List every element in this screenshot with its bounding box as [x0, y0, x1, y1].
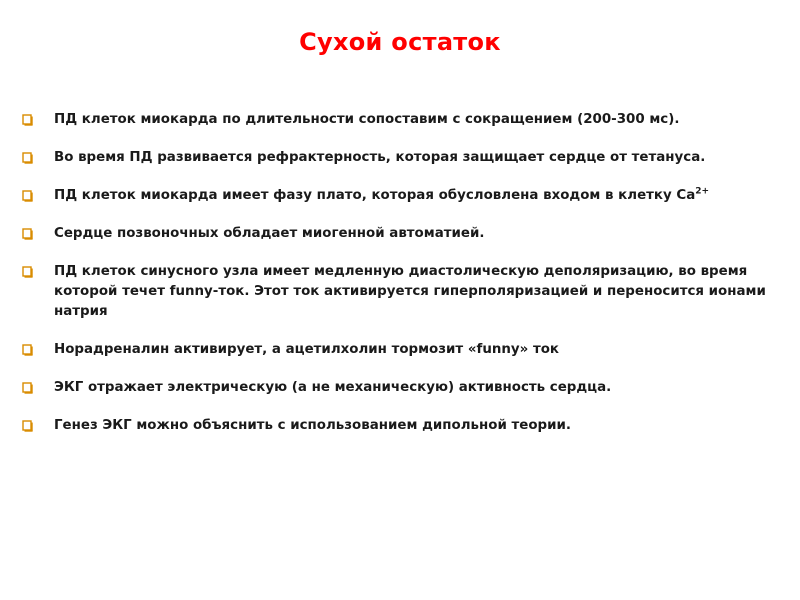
bullet-item — [22, 148, 782, 168]
bullet-text: Сердце позвоночных обладает миогенной автоматией. — [54, 226, 485, 241]
bullet-text: Норадреналин активирует, а ацетилхолин тормозит «funny» ток — [54, 342, 560, 357]
slide-title: Сухой остаток — [299, 28, 501, 56]
superscript-charge: 2+ — [695, 186, 710, 197]
bullet-item — [22, 110, 782, 130]
hollow-square-bullet-icon — [22, 113, 34, 127]
bullet-item — [22, 262, 782, 322]
bullet-item — [22, 224, 782, 244]
bullet-text: ПД клеток миокарда по длительности сопоставим с сокращением (200-300 мс). — [54, 112, 680, 127]
bullet-text: Генез ЭКГ можно объяснить с использованием дипольной теории. — [54, 418, 571, 433]
hollow-square-bullet-icon — [22, 343, 34, 357]
bullet-text: ПД клеток миокарда имеет фазу плато, которая обусловлена входом в клетку Са — [54, 188, 696, 203]
hollow-square-bullet-icon — [22, 381, 34, 395]
bullet-list — [22, 110, 782, 454]
bullet-text: ЭКГ отражает электрическую (а не механическую) активность сердца. — [54, 380, 612, 395]
hollow-square-bullet-icon — [22, 151, 34, 165]
hollow-square-bullet-icon — [22, 419, 34, 433]
bullet-item — [22, 186, 782, 206]
bullet-text: Во время ПД развивается рефрактерность, которая защищает сердце от тетануса. — [54, 150, 706, 165]
bullet-item — [22, 378, 782, 398]
hollow-square-bullet-icon — [22, 227, 34, 241]
bullet-item — [22, 416, 782, 436]
hollow-square-bullet-icon — [22, 189, 34, 203]
hollow-square-bullet-icon — [22, 265, 34, 279]
bullet-item — [22, 340, 782, 360]
bullet-text: ПД клеток синусного узла имеет медленную диастолическую деполяризацию, во время которой течет funny-ток. Этот ток активируется гиперполяризацией и переносится ионами натрия — [54, 264, 766, 319]
